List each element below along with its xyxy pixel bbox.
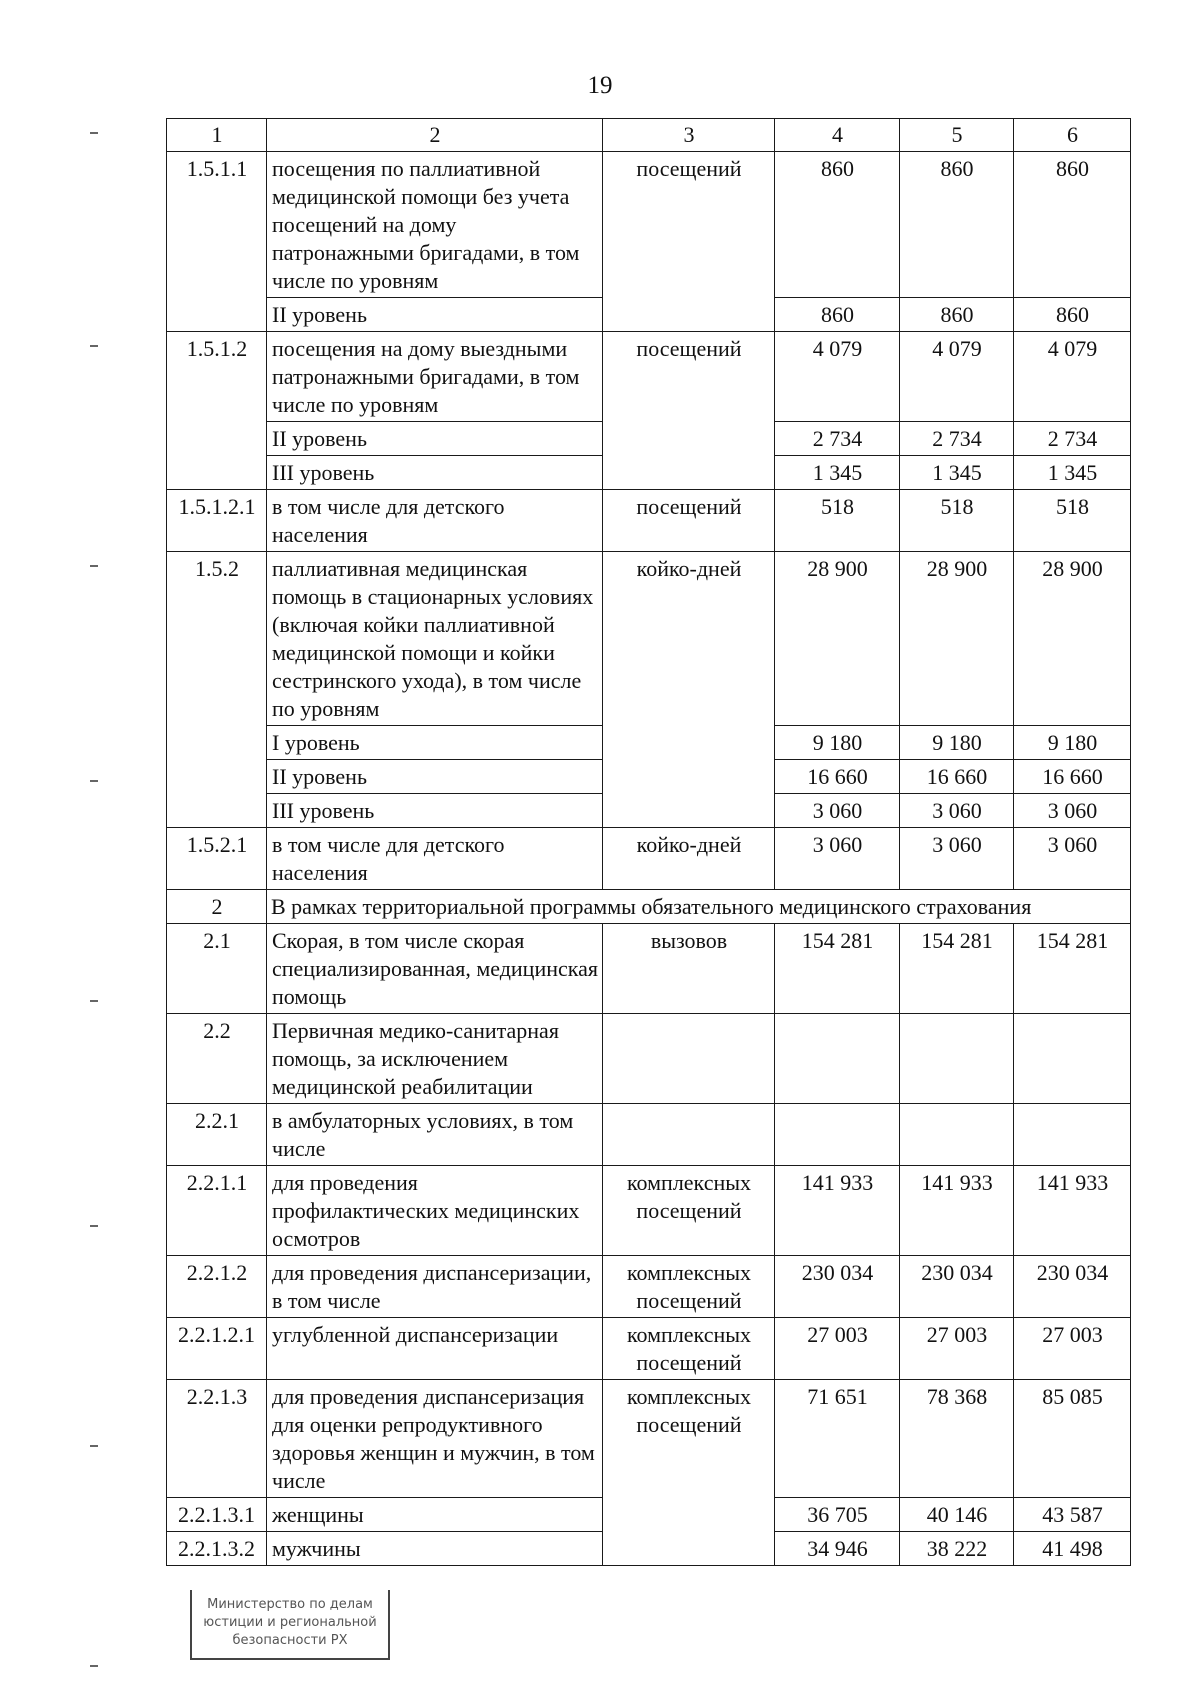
row-value-col4: 141 933: [775, 1166, 900, 1256]
row-value-col6: 860: [1014, 298, 1131, 332]
row-code: 2.2.1.2.1: [167, 1318, 267, 1380]
row-name: углубленной диспансеризации: [267, 1318, 603, 1380]
row-code: 2.2.1.2: [167, 1256, 267, 1318]
row-value-col5: 518: [900, 490, 1014, 552]
row-code: 2.2.1.1: [167, 1166, 267, 1256]
row-unit: койко-дней: [603, 552, 775, 828]
column-header: 6: [1014, 119, 1131, 152]
row-value-col4: 36 705: [775, 1498, 900, 1532]
table-row: [167, 1014, 1131, 1104]
row-name: посещения на дому выездными патронажными бригадами, в том числе по уровням: [267, 332, 603, 422]
row-value-col6: 141 933: [1014, 1166, 1131, 1256]
row-name: II уровень: [267, 760, 603, 794]
row-name: в том числе для детского населения: [267, 828, 603, 890]
row-code: 2: [167, 890, 267, 924]
row-name: II уровень: [267, 298, 603, 332]
margin-mark: [90, 565, 98, 567]
row-value-col4: 9 180: [775, 726, 900, 760]
table-row: [167, 332, 1131, 422]
row-value-col5: 4 079: [900, 332, 1014, 422]
row-value-col4: 3 060: [775, 794, 900, 828]
row-value-col6: 41 498: [1014, 1532, 1131, 1566]
table-row: [167, 490, 1131, 552]
column-header: 2: [267, 119, 603, 152]
row-value-col6: [1014, 1104, 1131, 1166]
row-unit: посещений: [603, 152, 775, 332]
row-unit: комплексных посещений: [603, 1256, 775, 1318]
row-value-col6: 85 085: [1014, 1380, 1131, 1498]
margin-mark: [90, 1000, 98, 1002]
row-name: в том числе для детского населения: [267, 490, 603, 552]
table-header-row: [167, 119, 1131, 152]
margin-mark: [90, 1445, 98, 1447]
row-name: II уровень: [267, 422, 603, 456]
row-name: III уровень: [267, 456, 603, 490]
row-value-col4: 860: [775, 298, 900, 332]
row-value-col5: 860: [900, 152, 1014, 298]
table-row: [167, 552, 1131, 726]
row-unit: посещений: [603, 332, 775, 490]
row-value-col4: [775, 1104, 900, 1166]
row-value-col5: 2 734: [900, 422, 1014, 456]
stamp-line: безопасности РХ: [232, 1633, 348, 1648]
row-name: III уровень: [267, 794, 603, 828]
row-unit: комплексных посещений: [603, 1380, 775, 1566]
row-value-col4: 3 060: [775, 828, 900, 890]
row-value-col4: 230 034: [775, 1256, 900, 1318]
row-value-col6: 9 180: [1014, 726, 1131, 760]
table-row: [167, 152, 1131, 298]
row-value-col6: 2 734: [1014, 422, 1131, 456]
row-value-col6: 3 060: [1014, 794, 1131, 828]
row-value-col5: 28 900: [900, 552, 1014, 726]
row-value-col6: 16 660: [1014, 760, 1131, 794]
row-name: Первичная медико-санитарная помощь, за исключением медицинской реабилитации: [267, 1014, 603, 1104]
table-row: [167, 1104, 1131, 1166]
row-name: женщины: [267, 1498, 603, 1532]
row-value-col5: 3 060: [900, 794, 1014, 828]
row-value-col5: 27 003: [900, 1318, 1014, 1380]
stamp-line: Министерство по делам: [207, 1597, 373, 1612]
column-header: 5: [900, 119, 1014, 152]
row-code: 2.2.1.3: [167, 1380, 267, 1498]
row-name: посещения по паллиативной медицинской помощи без учета посещений на дому патронажными бригадами, в том числе по уровням: [267, 152, 603, 298]
row-value-col5: 154 281: [900, 924, 1014, 1014]
row-code: 1.5.2.1: [167, 828, 267, 890]
row-code: 1.5.2: [167, 552, 267, 828]
row-value-col5: 230 034: [900, 1256, 1014, 1318]
section-title: В рамках территориальной программы обязательного медицинского страхования: [267, 890, 1131, 924]
margin-mark: [90, 345, 98, 347]
row-code: 2.2.1.3.1: [167, 1498, 267, 1532]
row-value-col5: 1 345: [900, 456, 1014, 490]
row-code: 1.5.1.1: [167, 152, 267, 332]
row-value-col5: 141 933: [900, 1166, 1014, 1256]
section-row: [167, 890, 1131, 924]
row-value-col5: [900, 1014, 1014, 1104]
row-value-col5: [900, 1104, 1014, 1166]
margin-mark: [90, 1665, 98, 1667]
row-unit: вызовов: [603, 924, 775, 1014]
table-row: [167, 1318, 1131, 1380]
row-code: 2.2.1.3.2: [167, 1532, 267, 1566]
row-value-col6: 1 345: [1014, 456, 1131, 490]
row-name: мужчины: [267, 1532, 603, 1566]
row-unit: посещений: [603, 490, 775, 552]
row-unit: [603, 1104, 775, 1166]
registration-stamp: [190, 1590, 390, 1660]
table-row: [167, 1380, 1131, 1498]
row-value-col4: 860: [775, 152, 900, 298]
table-row: [167, 1256, 1131, 1318]
row-value-col6: 43 587: [1014, 1498, 1131, 1532]
row-unit: комплексных посещений: [603, 1318, 775, 1380]
row-value-col5: 860: [900, 298, 1014, 332]
row-value-col4: 4 079: [775, 332, 900, 422]
row-value-col4: [775, 1014, 900, 1104]
row-value-col6: 4 079: [1014, 332, 1131, 422]
row-value-col5: 78 368: [900, 1380, 1014, 1498]
row-value-col4: 16 660: [775, 760, 900, 794]
table-row: [167, 1166, 1131, 1256]
row-code: 1.5.1.2.1: [167, 490, 267, 552]
row-value-col5: 38 222: [900, 1532, 1014, 1566]
row-value-col6: [1014, 1014, 1131, 1104]
row-value-col6: 28 900: [1014, 552, 1131, 726]
row-value-col4: 71 651: [775, 1380, 900, 1498]
row-value-col6: 230 034: [1014, 1256, 1131, 1318]
row-value-col4: 518: [775, 490, 900, 552]
row-unit: комплексных посещений: [603, 1166, 775, 1256]
row-name: I уровень: [267, 726, 603, 760]
row-value-col6: 3 060: [1014, 828, 1131, 890]
row-value-col6: 860: [1014, 152, 1131, 298]
row-value-col5: 16 660: [900, 760, 1014, 794]
row-value-col4: 154 281: [775, 924, 900, 1014]
table-row: [167, 924, 1131, 1014]
row-value-col6: 27 003: [1014, 1318, 1131, 1380]
row-value-col4: 28 900: [775, 552, 900, 726]
column-header: 1: [167, 119, 267, 152]
row-value-col4: 1 345: [775, 456, 900, 490]
margin-mark: [90, 132, 98, 134]
row-value-col4: 2 734: [775, 422, 900, 456]
row-value-col5: 9 180: [900, 726, 1014, 760]
row-code: 2.1: [167, 924, 267, 1014]
row-unit: койко-дней: [603, 828, 775, 890]
row-name: Скорая, в том числе скорая специализированная, медицинская помощь: [267, 924, 603, 1014]
table-row: [167, 828, 1131, 890]
data-table: [166, 118, 1131, 1566]
row-code: 1.5.1.2: [167, 332, 267, 490]
column-header: 4: [775, 119, 900, 152]
margin-mark: [90, 780, 98, 782]
stamp-line: юстиции и региональной: [203, 1615, 377, 1630]
row-name: для проведения профилактических медицинских осмотров: [267, 1166, 603, 1256]
row-code: 2.2: [167, 1014, 267, 1104]
row-value-col6: 518: [1014, 490, 1131, 552]
column-header: 3: [603, 119, 775, 152]
row-value-col4: 34 946: [775, 1532, 900, 1566]
row-name: в амбулаторных условиях, в том числе: [267, 1104, 603, 1166]
row-value-col5: 3 060: [900, 828, 1014, 890]
row-unit: [603, 1014, 775, 1104]
row-value-col4: 27 003: [775, 1318, 900, 1380]
margin-mark: [90, 1225, 98, 1227]
row-code: 2.2.1: [167, 1104, 267, 1166]
row-value-col6: 154 281: [1014, 924, 1131, 1014]
row-name: для проведения диспансеризация для оценки репродуктивного здоровья женщин и мужчин, в том числе: [267, 1380, 603, 1498]
row-value-col5: 40 146: [900, 1498, 1014, 1532]
row-name: для проведения диспансеризации, в том числе: [267, 1256, 603, 1318]
row-name: паллиативная медицинская помощь в стационарных условиях (включая койки паллиативной медицинской помощи и койки сестринского ухода), в том числе по уровням: [267, 552, 603, 726]
page-number: 19: [587, 72, 613, 99]
